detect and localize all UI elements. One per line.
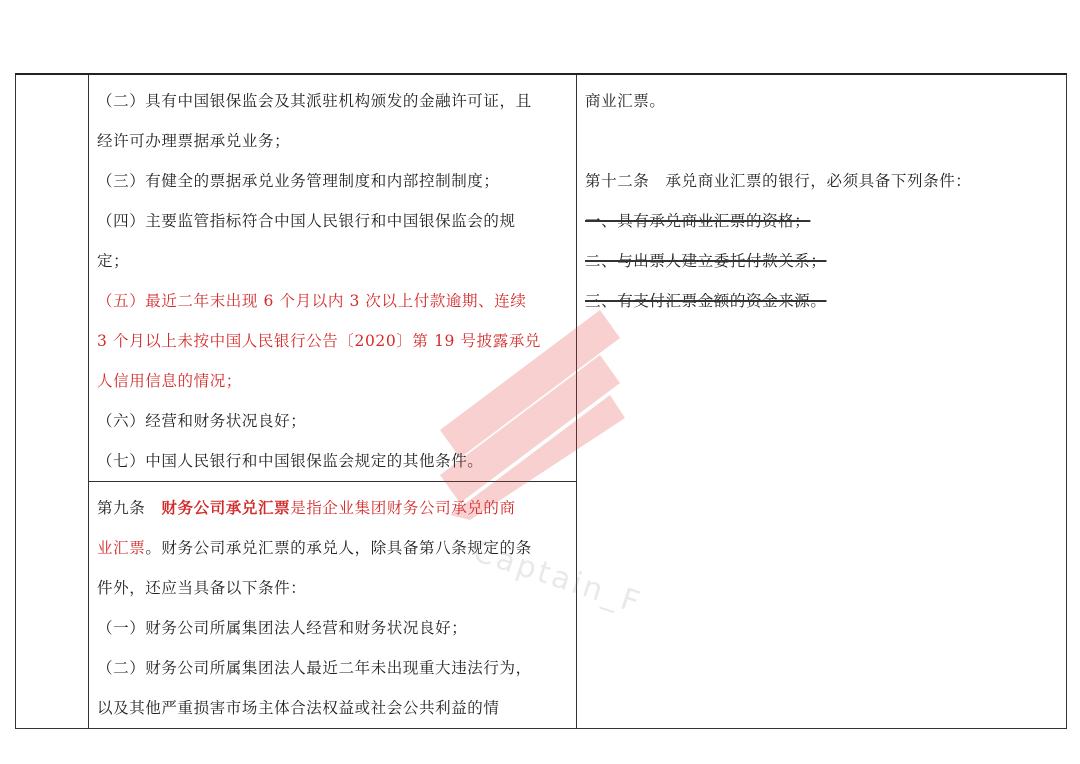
clause-5-line-3: 人信用信息的情况； [97,372,242,390]
article-9-line-3: 件外，还应当具备以下条件： [97,579,307,597]
clause-4-line-2: 定； [97,252,130,270]
article-9-text: 。财务公司承兑汇票的承兑人，除具备第八条规定的条 [145,539,532,557]
index-column-cell [16,74,89,729]
clause-5-line-1: （五）最近二年末出现 6 个月以内 3 次以上付款逾期、连续 [97,292,527,310]
article-9-line-2 [97,528,568,568]
article-9-definition-end: 业汇票 [97,539,146,557]
new-provision-cell-lower [89,482,577,729]
article-9-definition: 是指企业集团财务公司承兑的商 [290,499,516,517]
article-9-term: 财务公司承兑汇票 [161,498,291,517]
watermark-text: Captain_F [468,533,647,622]
article-12-heading: 第十二条 承兑商业汇票的银行，必须具备下列条件： [585,172,972,190]
clause-5-line-2: 3 个月以上未按中国人民银行公告〔2020〕第 19 号披露承兑 [97,332,542,350]
continuation-text: 商业汇票。 [585,92,666,110]
new-provision-cell-upper [89,74,577,482]
article-9-label: 第九条 [97,499,162,517]
clause-7: （七）中国人民银行和中国银保监会规定的其他条件。 [97,452,484,470]
clause-4-line-1: （四）主要监管指标符合中国人民银行和中国银保监会的规 [97,212,516,230]
old-provision-cell [577,74,1067,729]
table-row [16,74,1067,482]
clause-2-line-1: （二）具有中国银保监会及其派驻机构颁发的金融许可证，且 [97,92,532,110]
article-9-line-1 [97,488,568,528]
condition-2-line-1: （二）财务公司所属集团法人最近二年未出现重大违法行为， [97,659,532,677]
condition-1: （一）财务公司所属集团法人经营和财务状况良好； [97,619,468,637]
deleted-condition-3: 三、有支付汇票金额的资金来源。 [585,292,827,310]
deleted-condition-2: 二、与出票人建立委托付款关系； [585,252,827,270]
comparison-table [15,73,1067,729]
clause-6: （六）经营和财务状况良好； [97,412,307,430]
clause-3: （三）有健全的票据承兑业务管理制度和内部控制制度； [97,172,500,190]
condition-2-line-2: 以及其他严重损害市场主体合法权益或社会公共利益的情 [97,699,500,717]
deleted-condition-1: 一、具有承兑商业汇票的资格； [585,212,811,230]
clause-2-line-2: 经许可办理票据承兑业务； [97,132,291,150]
